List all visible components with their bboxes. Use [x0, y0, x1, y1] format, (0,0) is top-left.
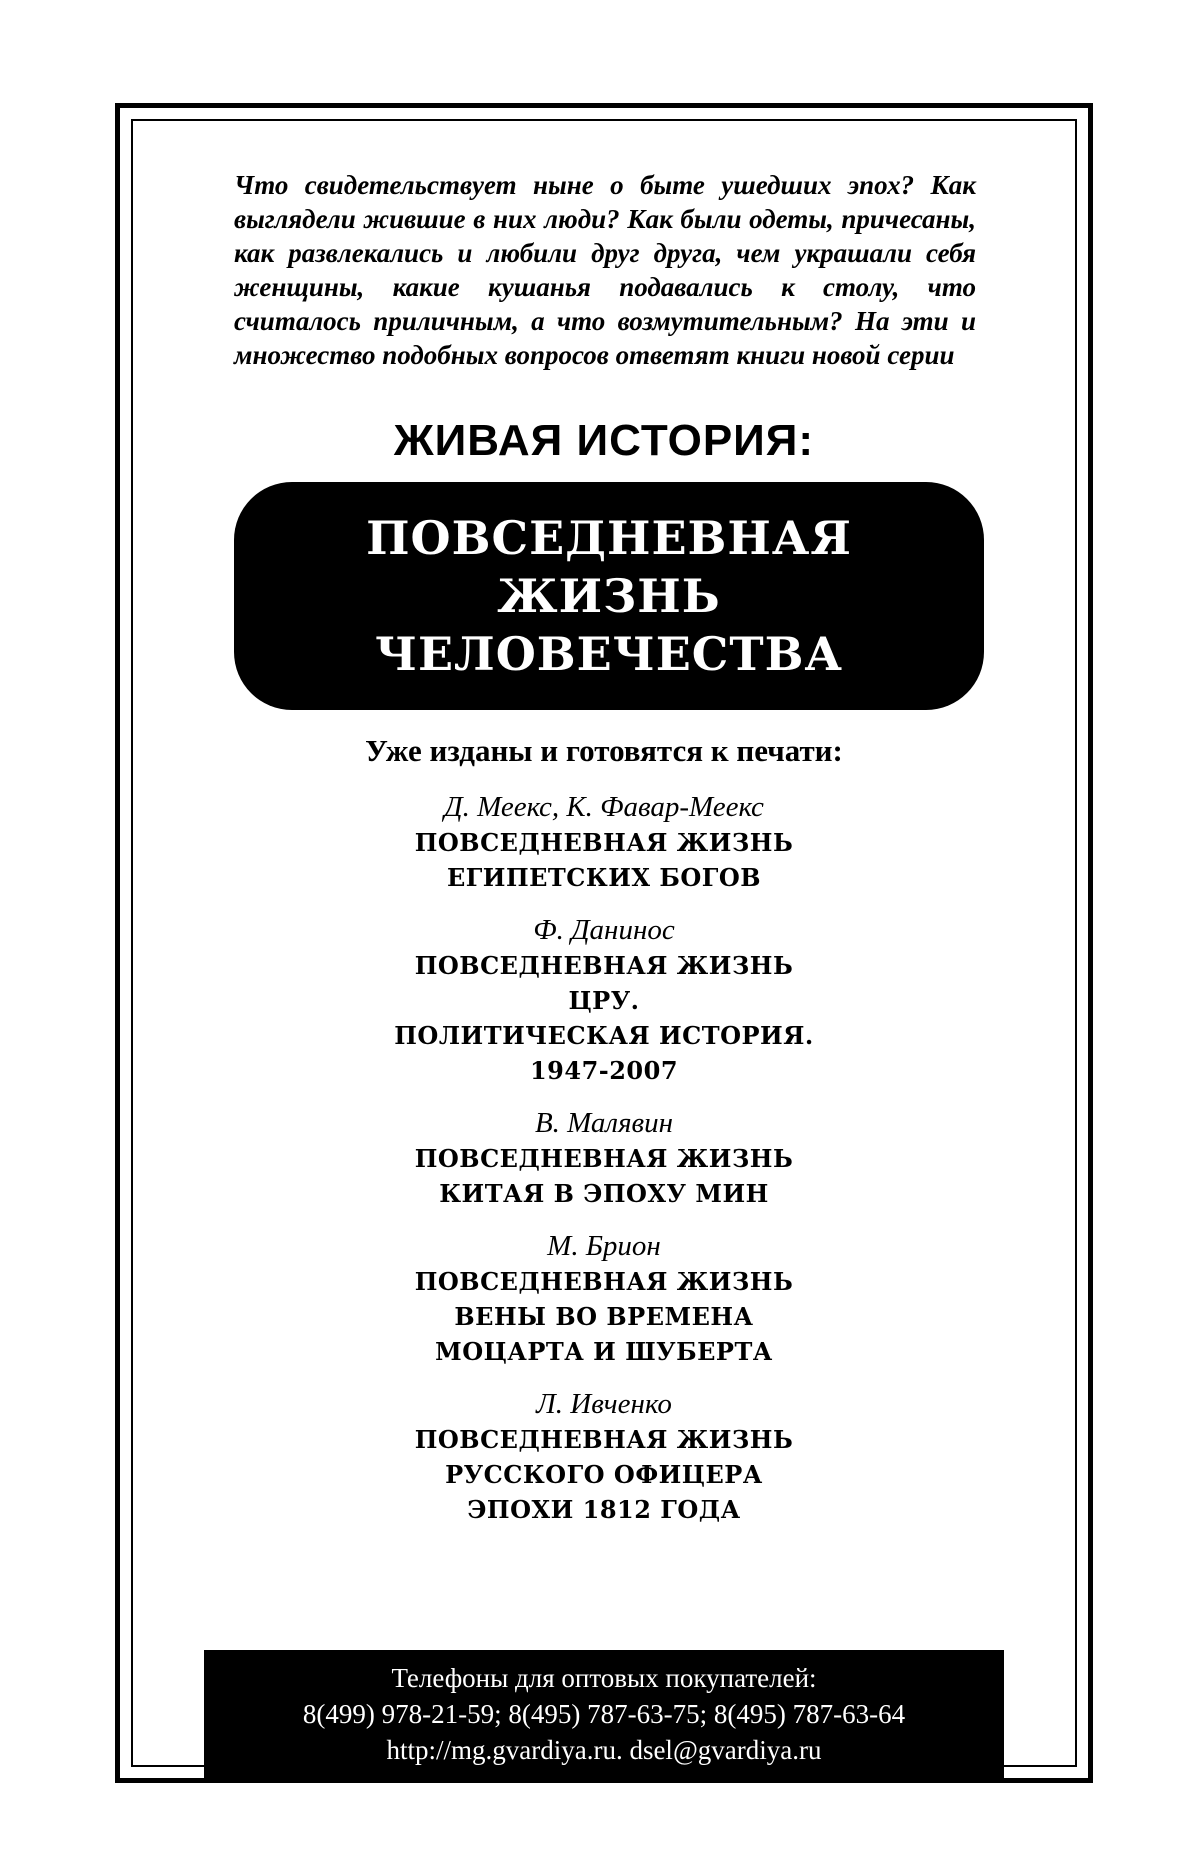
book-entry — [115, 790, 1093, 895]
book-title-line: ПОВСЕДНЕВНАЯ ЖИЗНЬ — [414, 1425, 794, 1454]
book-author: Ф. Данинос — [533, 914, 675, 946]
published-heading: Уже изданы и готовятся к печати: — [365, 733, 843, 768]
contacts-banner — [204, 1650, 1004, 1780]
book-title-line: ПОВСЕДНЕВНАЯ ЖИЗНЬ — [414, 1144, 794, 1173]
book-author: В. Малявин — [534, 1107, 674, 1139]
book-title-line: ПОВСЕДНЕВНАЯ ЖИЗНЬ — [414, 1267, 794, 1296]
contacts-heading: Телефоны для оптовых покупателей: — [391, 1663, 817, 1693]
book-author: М. Брион — [547, 1230, 661, 1262]
book-author: Л. Ивченко — [536, 1388, 672, 1420]
series-title-line: ЧЕЛОВЕЧЕСТВА — [374, 627, 843, 681]
book-title-line: ВЕНЫ ВО ВРЕМЕНА — [454, 1302, 754, 1331]
series-title-line: ПОВСЕДНЕВНАЯ — [366, 511, 852, 565]
book-title-line: ЭПОХИ 1812 ГОДА — [467, 1495, 741, 1524]
contacts-phones: 8(499) 978-21-59; 8(495) 787-63-75; 8(495) 787-63-64 — [302, 1699, 906, 1729]
book-title-line: ЦРУ. — [568, 986, 640, 1015]
book-entry — [115, 913, 1093, 1088]
book-title-line: МОЦАРТА И ШУБЕРТА — [435, 1337, 773, 1366]
series-title-banner — [234, 482, 984, 710]
book-title-line: 1947-2007 — [529, 1056, 679, 1085]
book-title-line: ПОВСЕДНЕВНАЯ ЖИЗНЬ — [414, 828, 794, 857]
book-title-line: КИТАЯ В ЭПОХУ МИН — [439, 1179, 769, 1208]
book-title-line: ЕГИПЕТСКИХ БОГОВ — [446, 863, 762, 892]
series-title-line: ЖИЗНЬ — [497, 569, 721, 623]
intro-paragraph: Что свидетельствует ныне о быте ушедших эпох? Как выглядели жившие в них люди? Как были одеты, причесаны, как развлекались и любили друг друга, чем украшали себя женщины, какие кушанья подавались к столу, что считалось приличным, а что возмутительным? На эти и множество подобных вопросов ответят книги новой серии — [234, 170, 976, 370]
book-title-line: ПОВСЕДНЕВНАЯ ЖИЗНЬ — [414, 951, 794, 980]
book-entry — [115, 1387, 1093, 1527]
book-title-line: ПОЛИТИЧЕСКАЯ ИСТОРИЯ. — [394, 1021, 814, 1050]
book-entry — [115, 1229, 1093, 1369]
book-author: Д. Меекс, К. Фавар-Меекс — [444, 791, 764, 823]
book-entry — [115, 1106, 1093, 1211]
book-title-line: РУССКОГО ОФИЦЕРА — [445, 1460, 763, 1489]
series-label: ЖИВАЯ ИСТОРИЯ: — [393, 416, 815, 465]
book-list — [115, 790, 1093, 1545]
contacts-web: http://mg.gvardiya.ru. dsel@gvardiya.ru — [386, 1735, 822, 1765]
